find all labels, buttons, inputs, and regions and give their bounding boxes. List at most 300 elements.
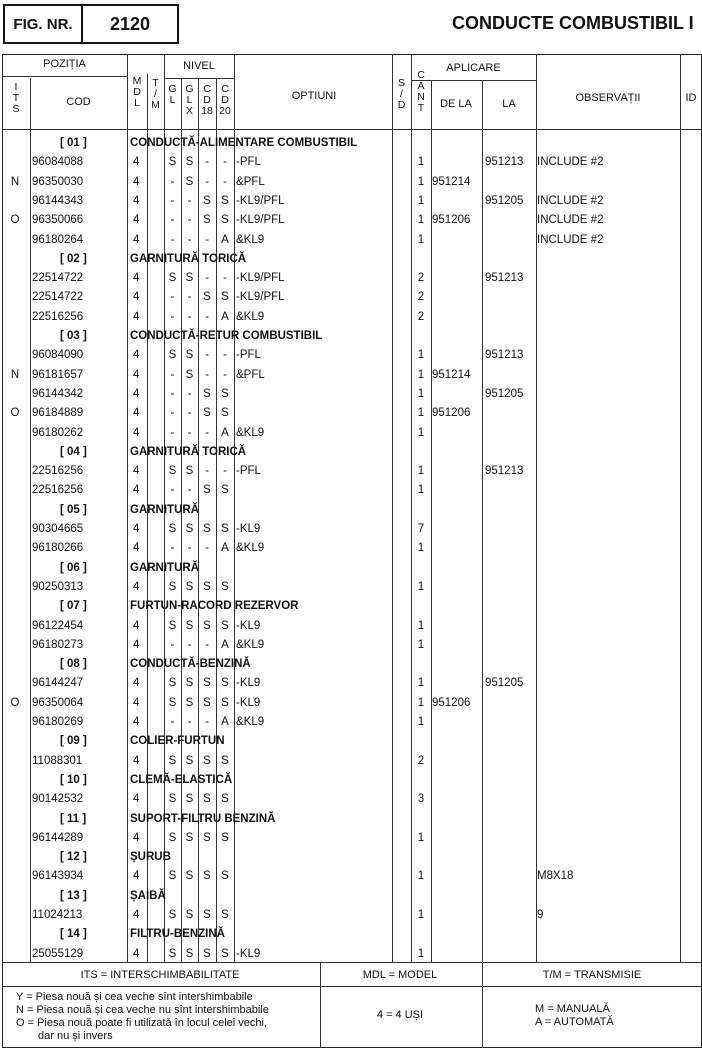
- cell-cod: 96180262: [32, 427, 84, 439]
- cell-opt: -KL9/PFL: [236, 272, 285, 284]
- sd-header-char: /: [400, 88, 403, 100]
- legend-four: 4 = 4 UȘI: [376, 1009, 424, 1021]
- sd-header: [392, 78, 411, 111]
- cell-cant: 1: [417, 465, 425, 477]
- cd18-header-char: D: [203, 94, 211, 106]
- group-name: GARNITURĂ: [130, 504, 199, 516]
- cell-cod: 96180266: [32, 542, 84, 554]
- cell-cant: 1: [417, 639, 425, 651]
- cell-cant: 1: [417, 870, 425, 882]
- cell-cd20: A: [221, 639, 229, 651]
- cell-cd20: S: [221, 677, 229, 689]
- cd20-header-char: C: [221, 83, 229, 95]
- cell-cd20: A: [221, 716, 229, 728]
- cell-cd20: S: [221, 832, 229, 844]
- cell-cant: 1: [417, 176, 425, 188]
- cell-its: O: [10, 407, 20, 419]
- group-position: [ 13 ]: [60, 890, 87, 902]
- id-header: ID: [685, 92, 697, 104]
- cell-cd18: -: [205, 465, 209, 477]
- legend-automatic: A = AUTOMATĂ: [535, 1016, 614, 1028]
- group-name: FILTRU-BENZINĂ: [130, 928, 225, 940]
- cell-cd20: -: [223, 349, 227, 361]
- cell-cant: 1: [417, 909, 425, 921]
- cell-opt: -PFL: [236, 349, 261, 361]
- cell-gl: -: [170, 407, 175, 419]
- cell-glx: S: [185, 677, 194, 689]
- cell-opt: -KL9: [236, 697, 261, 709]
- cell-mdl: 4: [133, 388, 140, 400]
- footer-mid-line: [2, 986, 702, 987]
- cell-mdl: 4: [133, 620, 140, 632]
- cell-mdl: 4: [133, 407, 140, 419]
- header-bottom-line: [2, 129, 702, 130]
- cell-gl: -: [170, 176, 175, 188]
- cell-cant: 2: [417, 291, 425, 303]
- nivel-header: NIVEL: [183, 60, 215, 72]
- gl-header: [164, 84, 181, 106]
- cell-cant: 1: [417, 156, 425, 168]
- cell-cd18: S: [203, 214, 211, 226]
- cell-obs: INCLUDE #2: [537, 234, 604, 246]
- cell-la: 951213: [485, 272, 524, 284]
- cell-mdl: 4: [133, 716, 140, 728]
- cant-header-char: A: [417, 80, 425, 92]
- cell-its: O: [10, 214, 20, 226]
- cell-cd18: -: [205, 542, 209, 554]
- cell-la: 951205: [485, 195, 524, 207]
- cell-cd20: S: [221, 948, 229, 960]
- cell-mdl: 4: [133, 793, 140, 805]
- cell-glx: S: [185, 349, 194, 361]
- cell-cod: 11024213: [32, 909, 83, 921]
- cell-cod: 22514722: [32, 291, 84, 303]
- tm-header: [147, 78, 164, 111]
- cell-cant: 1: [417, 214, 425, 226]
- cell-cod: 90250313: [32, 581, 84, 593]
- cd20-header-char: D: [221, 94, 229, 106]
- cell-la: 951213: [485, 465, 524, 477]
- cell-gl: S: [168, 870, 177, 882]
- cell-mdl: 4: [133, 156, 140, 168]
- cell-cd20: S: [221, 484, 229, 496]
- cell-cd20: S: [221, 581, 229, 593]
- header-line: [2, 76, 127, 77]
- legend-mdl: MDL = MODEL: [362, 969, 438, 981]
- group-name: GARNITURĂ: [130, 562, 199, 574]
- pozitia-header: POZIȚIA: [43, 58, 86, 70]
- cell-cd18: -: [205, 369, 209, 381]
- cell-cd18: S: [203, 291, 211, 303]
- cd20-header: [216, 84, 234, 117]
- dela-header: DE LA: [440, 98, 472, 110]
- cell-cant: 1: [417, 542, 425, 554]
- cell-opt: -KL9: [236, 523, 261, 535]
- cell-cod: 22516256: [32, 465, 84, 477]
- group-position: [ 06 ]: [60, 562, 87, 574]
- cant-header: [411, 70, 431, 114]
- cell-cd20: A: [221, 427, 229, 439]
- group-position: [ 01 ]: [60, 137, 87, 149]
- cell-cd18: -: [205, 349, 209, 361]
- cell-cd20: S: [221, 291, 229, 303]
- legend-n: N = Piesa nouă și cea veche nu sînt intershimbabile: [16, 1004, 269, 1016]
- cell-cant: 2: [417, 755, 425, 767]
- cell-opt: -PFL: [236, 465, 261, 477]
- cell-opt: -KL9: [236, 620, 261, 632]
- cell-obs: M8X18: [537, 870, 574, 882]
- cell-cant: 1: [417, 697, 425, 709]
- cell-glx: -: [187, 542, 192, 554]
- cell-cant: 1: [417, 407, 425, 419]
- tm-header-char: M: [151, 99, 160, 111]
- cell-cd18: S: [203, 388, 211, 400]
- column-divider: [181, 78, 182, 962]
- glx-header: [181, 84, 198, 117]
- cell-glx: S: [185, 272, 194, 284]
- cell-mdl: 4: [133, 523, 140, 535]
- cell-cd18: S: [203, 407, 211, 419]
- cell-cod: 22516256: [32, 484, 84, 496]
- cod-header: COD: [66, 96, 91, 108]
- cell-mdl: 4: [133, 909, 140, 921]
- cell-opt: -PFL: [236, 156, 261, 168]
- cell-cd20: -: [223, 176, 227, 188]
- cell-cod: 96181657: [32, 369, 84, 381]
- aplicare-header: APLICARE: [446, 62, 501, 74]
- group-name: CLEMĂ-ELASTICĂ: [130, 774, 233, 786]
- cell-la: 951205: [485, 388, 524, 400]
- glx-header-char: G: [185, 83, 194, 95]
- cell-cd20: A: [221, 311, 229, 323]
- cell-glx: -: [187, 716, 192, 728]
- group-position: [ 09 ]: [60, 735, 87, 747]
- cell-gl: -: [170, 234, 175, 246]
- cell-opt: -KL9: [236, 677, 261, 689]
- optiuni-header: OPTIUNI: [291, 90, 337, 102]
- cell-glx: -: [187, 427, 192, 439]
- cell-mdl: 4: [133, 465, 140, 477]
- cell-cod: 96180273: [32, 639, 84, 651]
- cell-cant: 1: [417, 427, 425, 439]
- cell-cod: 22514722: [32, 272, 84, 284]
- footer-top-line: [2, 962, 702, 963]
- cell-opt: -KL9/PFL: [236, 214, 285, 226]
- glx-header-char: X: [185, 105, 193, 117]
- cell-la: 951205: [485, 677, 524, 689]
- cell-glx: S: [185, 369, 194, 381]
- cell-gl: -: [170, 427, 175, 439]
- cell-mdl: 4: [133, 755, 140, 767]
- mdl-header: [127, 76, 147, 109]
- cell-obs: INCLUDE #2: [537, 214, 604, 226]
- group-position: [ 03 ]: [60, 330, 87, 342]
- cell-cd20: A: [221, 234, 229, 246]
- cell-opt: -KL9: [236, 948, 261, 960]
- cell-obs: INCLUDE #2: [537, 195, 604, 207]
- cell-gl: S: [168, 909, 177, 921]
- cell-cant: 1: [417, 369, 425, 381]
- cell-glx: -: [187, 195, 192, 207]
- cell-cd18: -: [205, 716, 209, 728]
- cell-its: N: [10, 176, 20, 188]
- cell-cod: 96143934: [32, 870, 84, 882]
- cell-mdl: 4: [133, 427, 140, 439]
- cell-mdl: 4: [133, 542, 140, 554]
- sd-header-char: S: [397, 77, 405, 89]
- cell-cod: 96350064: [32, 697, 84, 709]
- cell-mdl: 4: [133, 195, 140, 207]
- cant-header-char: T: [417, 102, 425, 114]
- cell-opt: -KL9/PFL: [236, 195, 285, 207]
- cell-cod: 96350066: [32, 214, 84, 226]
- group-position: [ 12 ]: [60, 851, 87, 863]
- mdl-header-char: D: [133, 86, 141, 98]
- cell-mdl: 4: [133, 369, 140, 381]
- group-position: [ 05 ]: [60, 504, 87, 516]
- cell-gl: -: [170, 214, 175, 226]
- cell-gl: S: [168, 465, 177, 477]
- cell-cod: 25055129: [32, 948, 84, 960]
- column-divider: [147, 74, 148, 962]
- cell-glx: S: [185, 620, 194, 632]
- cell-gl: -: [170, 369, 175, 381]
- cell-cd18: S: [203, 697, 211, 709]
- cell-mdl: 4: [133, 234, 140, 246]
- group-name: CONDUCTĂ-RETUR COMBUSTIBIL: [130, 330, 323, 342]
- fig-number: 2120: [81, 4, 179, 44]
- cell-cant: 1: [417, 948, 425, 960]
- cell-cd18: S: [203, 195, 211, 207]
- legend-o: O = Piesa nouă poate fi utilizată în locul celei vechi,: [16, 1017, 268, 1029]
- group-position: [ 11 ]: [60, 813, 87, 825]
- cell-gl: S: [168, 272, 177, 284]
- fig-label: FIG. NR.: [3, 4, 83, 44]
- cell-cd18: S: [203, 755, 211, 767]
- cell-dela: 951206: [432, 697, 471, 709]
- cell-cod: 96350030: [32, 176, 84, 188]
- column-divider: [536, 54, 537, 962]
- cell-cd20: S: [221, 909, 229, 921]
- cell-glx: -: [187, 291, 192, 303]
- cell-gl: S: [168, 793, 177, 805]
- legend-tm: T/M = TRANSMISIE: [542, 969, 642, 981]
- column-divider: [198, 78, 199, 962]
- cell-la: 951213: [485, 349, 524, 361]
- cell-gl: S: [168, 349, 177, 361]
- cell-cod: 90304665: [32, 523, 84, 535]
- column-divider: [482, 80, 483, 962]
- cell-cod: 96122454: [32, 620, 84, 632]
- mdl-header-char: L: [134, 97, 140, 109]
- cell-gl: S: [168, 156, 177, 168]
- cell-cd18: -: [205, 427, 209, 439]
- cell-cd18: S: [203, 484, 211, 496]
- cell-cd20: -: [223, 272, 227, 284]
- gl-header-char: L: [169, 94, 176, 106]
- cell-cd20: S: [221, 755, 229, 767]
- group-name: COLIER-FURTUN: [130, 735, 225, 747]
- cell-mdl: 4: [133, 272, 140, 284]
- cell-cd18: -: [205, 176, 209, 188]
- cell-mdl: 4: [133, 291, 140, 303]
- cell-cod: 90142532: [32, 793, 84, 805]
- group-position: [ 07 ]: [60, 600, 87, 612]
- group-name: FURTUN-RACORD REZERVOR: [130, 600, 299, 612]
- cell-glx: S: [185, 832, 194, 844]
- cell-cd18: -: [205, 234, 209, 246]
- cell-gl: S: [168, 677, 177, 689]
- cell-gl: -: [170, 542, 175, 554]
- cell-glx: -: [187, 311, 192, 323]
- cell-cant: 2: [417, 272, 425, 284]
- cell-cant: 1: [417, 388, 425, 400]
- cell-cd18: S: [203, 620, 211, 632]
- header-line: [164, 78, 234, 79]
- cell-cd20: A: [221, 542, 229, 554]
- cell-opt: &KL9: [236, 234, 265, 246]
- cell-mdl: 4: [133, 349, 140, 361]
- cell-cd18: S: [203, 677, 211, 689]
- cell-glx: S: [185, 948, 194, 960]
- group-name: GARNITURĂ TORICĂ: [130, 253, 247, 265]
- cell-its: N: [10, 369, 20, 381]
- tm-header-char: T: [152, 77, 159, 89]
- cell-la: 951213: [485, 156, 524, 168]
- cell-obs: INCLUDE #2: [537, 156, 604, 168]
- cell-gl: -: [170, 388, 175, 400]
- legend-y: Y = Piesa nouă și cea veche sînt intershimbabile: [16, 991, 253, 1003]
- cell-gl: S: [168, 948, 177, 960]
- cell-mdl: 4: [133, 214, 140, 226]
- cell-its: O: [10, 697, 20, 709]
- cell-obs: 9: [537, 909, 544, 921]
- cell-cant: 1: [417, 234, 425, 246]
- cell-cod: 96084090: [32, 349, 84, 361]
- cell-cd20: S: [221, 620, 229, 632]
- cell-opt: &KL9: [236, 716, 265, 728]
- cell-glx: -: [187, 407, 192, 419]
- sd-header-char: D: [397, 99, 406, 111]
- column-divider: [30, 78, 31, 962]
- cell-cd18: S: [203, 523, 211, 535]
- cant-header-char: N: [417, 91, 425, 103]
- its-header: [2, 82, 30, 115]
- cell-cd18: S: [203, 832, 211, 844]
- cell-gl: -: [170, 639, 175, 651]
- cell-cod: 96144343: [32, 195, 84, 207]
- cell-glx: S: [185, 156, 194, 168]
- cell-cod: 96184889: [32, 407, 84, 419]
- page-title: CONDUCTE COMBUSTIBIL I: [452, 13, 694, 33]
- cell-cod: 96180264: [32, 234, 84, 246]
- cell-mdl: 4: [133, 832, 140, 844]
- cell-mdl: 4: [133, 176, 140, 188]
- column-divider: [411, 54, 412, 962]
- group-name: ȘAIBĂ: [130, 890, 166, 902]
- cell-opt: &KL9: [236, 311, 265, 323]
- cell-cant: 3: [417, 793, 425, 805]
- cell-glx: S: [185, 870, 194, 882]
- cell-mdl: 4: [133, 677, 140, 689]
- cell-cd20: S: [221, 214, 229, 226]
- tm-header-char: /: [154, 88, 157, 100]
- cell-cod: 96144289: [32, 832, 84, 844]
- cell-dela: 951214: [432, 369, 471, 381]
- cell-glx: S: [185, 176, 194, 188]
- glx-header-char: L: [186, 94, 193, 106]
- cell-cd18: S: [203, 581, 211, 593]
- group-name: GARNITURĂ TORICĂ: [130, 446, 247, 458]
- cell-glx: S: [185, 755, 194, 767]
- cell-mdl: 4: [133, 948, 140, 960]
- group-name: CONDUCTĂ-ALIMENTARE COMBUSTIBIL: [130, 137, 358, 149]
- cell-mdl: 4: [133, 581, 140, 593]
- cell-gl: S: [168, 832, 177, 844]
- group-name: SUPORT-FILTRU BENZINĂ: [130, 813, 276, 825]
- cell-cant: 1: [417, 716, 425, 728]
- cd18-header-char: C: [203, 83, 211, 95]
- cell-cant: 1: [417, 195, 425, 207]
- group-position: [ 10 ]: [60, 774, 87, 786]
- cell-opt: &KL9: [236, 639, 265, 651]
- cell-gl: S: [168, 620, 177, 632]
- cell-glx: -: [187, 234, 192, 246]
- cell-dela: 951206: [432, 407, 471, 419]
- cell-gl: S: [168, 755, 177, 767]
- cell-gl: S: [168, 523, 177, 535]
- its-header-char: I: [14, 81, 18, 93]
- cell-cd20: S: [221, 407, 229, 419]
- cell-mdl: 4: [133, 311, 140, 323]
- cell-opt: &PFL: [236, 176, 265, 188]
- cell-cod: 96084088: [32, 156, 84, 168]
- cell-cant: 1: [417, 581, 425, 593]
- cell-cant: 1: [417, 484, 425, 496]
- cell-dela: 951214: [432, 176, 471, 188]
- cell-cd20: -: [223, 369, 227, 381]
- legend-its: ITS = INTERSCHIMBABILITATE: [80, 969, 240, 981]
- cell-gl: -: [170, 716, 175, 728]
- mdl-header-char: M: [132, 75, 142, 87]
- cell-glx: -: [187, 388, 192, 400]
- cant-header-char: C: [417, 69, 425, 81]
- cell-cd20: -: [223, 156, 227, 168]
- legend-manual: M = MANUALĂ: [535, 1003, 610, 1015]
- cell-glx: -: [187, 484, 192, 496]
- gl-header-char: G: [168, 83, 177, 95]
- cell-cd18: S: [203, 948, 211, 960]
- cell-opt: &KL9: [236, 542, 265, 554]
- cell-cod: 96180269: [32, 716, 84, 728]
- cell-mdl: 4: [133, 697, 140, 709]
- cell-cd20: S: [221, 793, 229, 805]
- its-header-char: S: [12, 103, 20, 115]
- cell-cant: 7: [417, 523, 425, 535]
- cell-glx: -: [187, 214, 192, 226]
- cell-cant: 1: [417, 832, 425, 844]
- its-header-char: T: [12, 92, 20, 104]
- cell-cd18: -: [205, 156, 209, 168]
- cell-cd18: S: [203, 870, 211, 882]
- cell-opt: &KL9: [236, 427, 265, 439]
- cell-cd20: S: [221, 697, 229, 709]
- cell-mdl: 4: [133, 484, 140, 496]
- cell-cant: 1: [417, 677, 425, 689]
- cell-gl: -: [170, 484, 175, 496]
- group-position: [ 02 ]: [60, 253, 87, 265]
- cell-cant: 2: [417, 311, 425, 323]
